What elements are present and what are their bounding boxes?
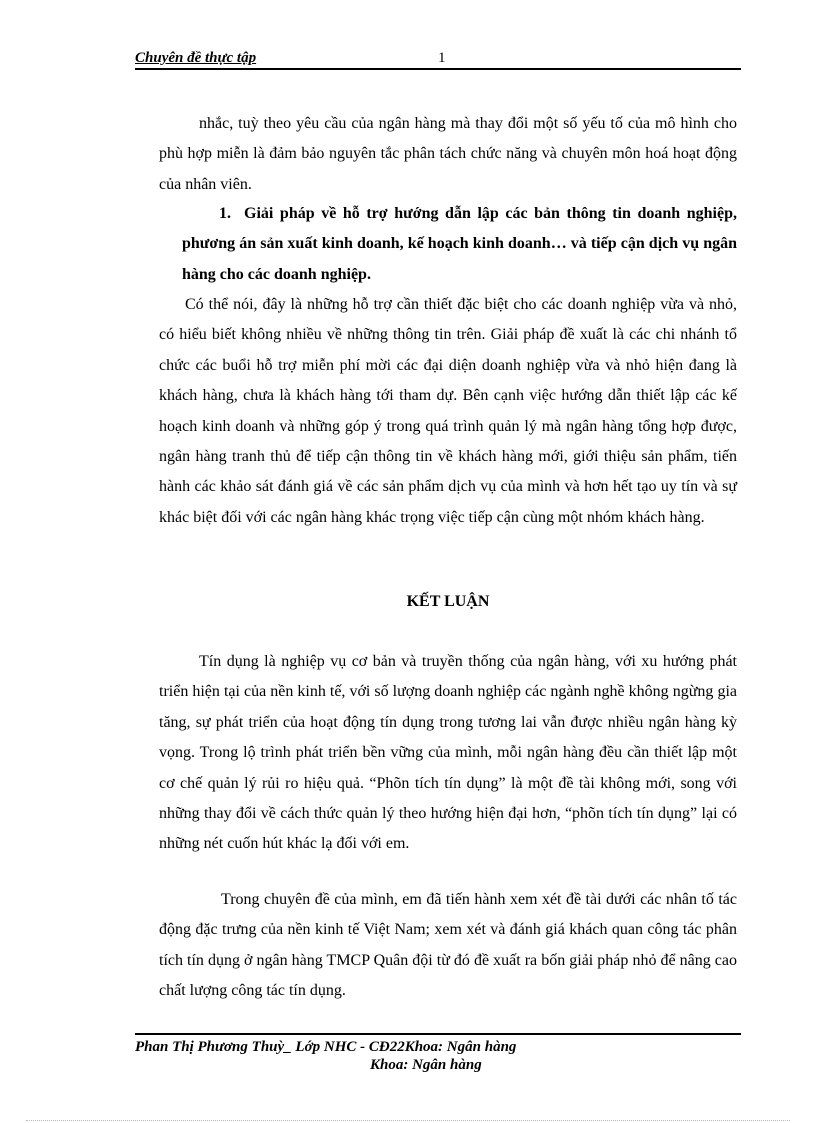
paragraph-continuation: nhắc, tuỳ theo yêu cầu của ngân hàng mà thay đổi một số yếu tố của mô hình cho phù hợp miễn là đảm bảo nguyên tắc phân tách chức năng và chuyên môn hoá hoạt động của nhân viên.: [159, 115, 737, 193]
footer-department: Khoa: Ngân hàng: [370, 1057, 482, 1073]
solution-heading: [182, 199, 737, 290]
footer-divider: [135, 1033, 741, 1035]
page-header: [135, 48, 741, 70]
heading-text: Giải pháp về hỗ trợ hướng dẫn lập các bản thông tin doanh nghiệp, phương án sản xuất kinh doanh, kế hoạch kinh doanh… và tiếp cận dịch vụ ngân hàng cho các doanh nghiệp.: [182, 205, 737, 283]
page-edge-divider: [26, 1120, 790, 1121]
section-title: KẾT LUẬN: [406, 593, 490, 610]
page-number: 1: [438, 50, 446, 66]
paragraph-conclusion-2: Trong chuyên đề của mình, em đã tiến hành xem xét đề tài dưới các nhân tố tác động đặc trưng của nền kinh tế Việt Nam; xem xét và đánh giá khách quan công tác phân tích tín dụng ở ngân hàng TMCP Quân đội từ đó đề xuất ra bốn giải pháp nhỏ để nâng cao chất lượng công tác tín dụng.: [159, 891, 737, 1000]
header-title: Chuyên đề thực tập: [135, 50, 257, 66]
paragraph-solution: Có thể nói, đây là những hỗ trợ cần thiết đặc biệt cho các doanh nghiệp vừa và nhỏ, có hiểu biết không nhiều về những thông tin trên. Giải pháp đề xuất là các chi nhánh tổ chức các buổi hỗ trợ miễn phí mời các đại diện doanh nghiệp vừa và nhỏ hiện đang là khách hàng, chưa là khách hàng tới tham dự. Bên cạnh việc hướng dẫn thiết lập các kế hoạch kinh doanh và những góp ý trong quá trình quản lý mà ngân hàng tổng hợp được, ngân hàng tranh thủ để tiếp cận thông tin về khách hàng mới, giới thiệu sản phẩm, tiến hành các khảo sát đánh giá về các sản phẩm dịch vụ của mình và hơn hết tạo uy tín và sự khác biệt đối với các ngân hàng khác trọng việc tiếp cận cùng một nhóm khách hàng.: [159, 296, 737, 526]
heading-number: 1.: [219, 205, 231, 222]
paragraph-conclusion-1: Tín dụng là nghiệp vụ cơ bản và truyền thống của ngân hàng, với xu hướng phát triển hiện tại của nền kinh tế, với số lượng doanh nghiệp các ngành nghề không ngừng gia tăng, sự phát triển của hoạt động tín dụng trong tương lai vẫn được nhiều ngân hàng kỳ vọng. Trong lộ trình phát triển bền vững của mình, mỗi ngân hàng đều cần thiết lập một cơ chế quản lý rủi ro hiệu quả. “Phõn tích tín dụng” là một đề tài không mới, song với những thay đổi về cách thức quản lý theo hướng hiện đại hơn, “phõn tích tín dụng” lại có những nét cuốn hút khác lạ đối với em.: [159, 653, 737, 853]
footer-author: Phan Thị Phương Thuỳ_ Lớp NHC - CĐ22Khoa: Ngân hàng: [135, 1039, 517, 1055]
